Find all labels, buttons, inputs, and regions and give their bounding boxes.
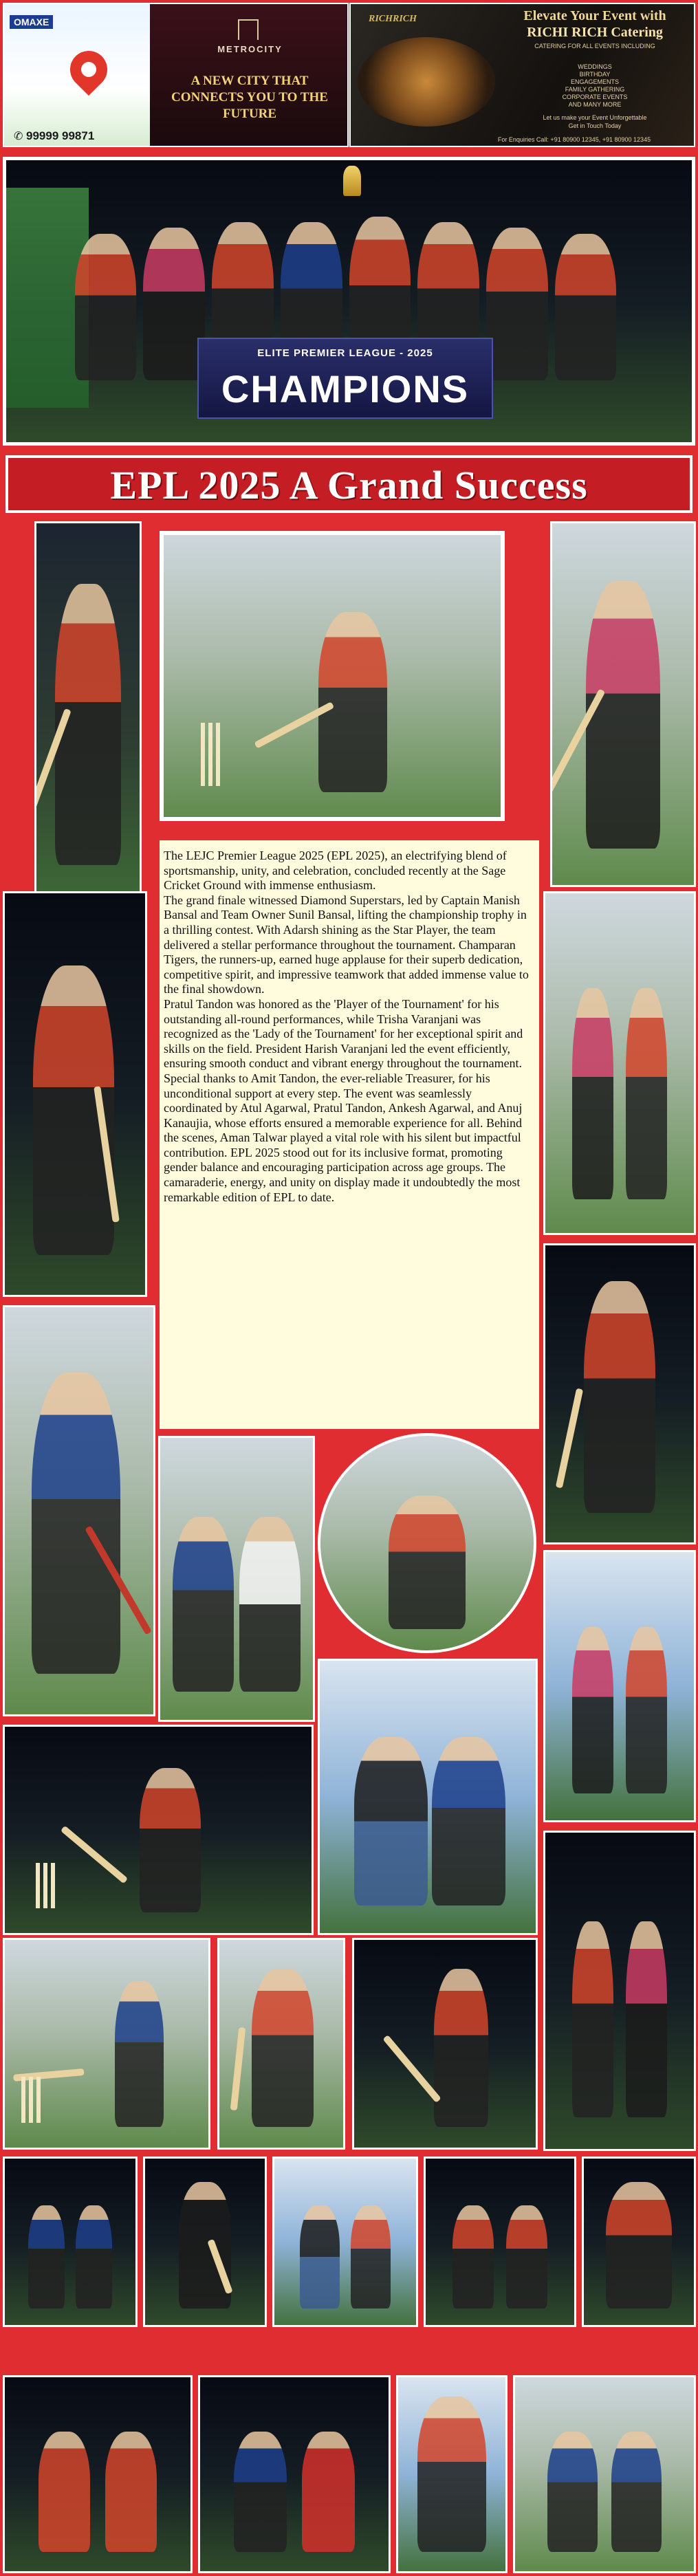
photo-batting-woman-featured — [150, 521, 514, 831]
photo-couple-8 — [3, 2375, 193, 2573]
article-body — [160, 840, 539, 1429]
page-title: EPL 2025 A Grand Success — [110, 463, 588, 507]
richrich-cta2: Get in Touch Today — [568, 122, 622, 129]
photo-player-man-2 — [217, 1938, 345, 2150]
photo-couple-10 — [513, 2375, 696, 2573]
champions-banner-small: ELITE PREMIER LEAGUE - 2025 — [257, 347, 433, 359]
phone-icon: ✆ — [14, 129, 23, 142]
omaxe-logo: OMAXE — [10, 15, 53, 29]
photo-player-woman-4 — [396, 2375, 508, 2573]
article-paragraph: The grand finale witnessed Diamond Superstars, led by Captain Manish Bansal and Team Owner Sunil Bansal, lifting the championship trophy in a thrilling contest. With Adarsh shining as the Star Player, the team delivered a stellar performance throughout the tournament. Champaran Tigers, the runners-up, earned huge applause for their superb dedication, competitive spirit, and impressive teamwork that added immense value to the final showdown. — [164, 893, 529, 996]
champions-team-photo — [3, 157, 695, 446]
article-paragraph: The LEJC Premier League 2025 (EPL 2025), an electrifying blend of sportsmanship, unity, and celebration, concluded recently at the Sage Cricket Ground with immense enthusiasm. — [164, 849, 507, 893]
omaxe-phone: 99999 99871 — [26, 129, 95, 142]
richrich-sub: CATERING FOR ALL EVENTS INCLUDING — [534, 43, 655, 50]
photo-batting-man-1 — [3, 1725, 314, 1935]
photo-player-man-4 — [143, 2157, 267, 2327]
richrich-cta: Let us make your Event Unforgettable — [543, 114, 647, 121]
photo-player-woman-2 — [550, 521, 696, 887]
richrich-enquiry: For Enquiries Call: +91 80900 12345, +91 80900 12345 — [497, 136, 651, 143]
trophy-icon — [343, 166, 361, 196]
champions-banner — [197, 338, 493, 419]
photo-couple-4 — [318, 1659, 538, 1935]
photo-player-woman-1 — [34, 521, 142, 905]
photo-circle-woman — [318, 1433, 536, 1653]
photo-couple-3 — [158, 1436, 315, 1722]
omaxe-ad[interactable] — [3, 3, 349, 147]
photo-couple-9 — [198, 2375, 391, 2573]
photo-jewel-titans-woman — [3, 1305, 155, 1716]
richrich-ad[interactable] — [349, 3, 695, 147]
richrich-name: RICHI RICH Catering — [527, 25, 663, 40]
photo-couple-6 — [272, 2157, 418, 2327]
photo-player-man-5 — [582, 2157, 696, 2327]
photo-couple-5 — [3, 2157, 138, 2327]
photo-couple-7 — [424, 2157, 576, 2327]
photo-couple-2 — [543, 1831, 696, 2151]
metrocity-logo-icon — [238, 19, 259, 40]
richrich-headline: Elevate Your Event with — [523, 8, 666, 23]
food-platter-image — [358, 37, 495, 127]
article-paragraph: Pratul Tandon was honored as the 'Player of the Tournament' for his outstanding all-round performances, while Trisha Varanjani was recognized as the 'Lady of the Tournament' for her exceptional spirit and skills on the field. President Harish Varanjani led the event efficiently, ensuring smooth conduct and vibrant energy throughout the tournament. Special thanks to Amit Tandon, the ever-reliable Treasurer, for his unconditional support at every step. The event was seamlessly coordinated by Atul Agarwal, Pratul Tandon, Ankesh Agarwal, and Anuj Kanaujia, whose efforts ensured a memorable experience for all. Behind the scenes, Aman Talwar played a vital role with his silent but impactful contribution. EPL 2025 stood out for its inclusive format, promoting gender balance and encouraging participation across age groups. The camaraderie, energy, and unity on display made it undoubtedly the most remarkable edition of EPL to date. — [164, 996, 523, 1204]
photo-player-man-3 — [352, 1938, 538, 2150]
photo-player-woman-3 — [3, 891, 147, 1297]
photo-player-man-1 — [543, 1243, 696, 1544]
photo-batting-man-2 — [3, 1938, 210, 2150]
photo-couple-award — [543, 1550, 696, 1822]
richrich-services: WEDDINGS BIRTHDAY ENGAGEMENTS FAMILY GATHERING CORPORATE EVENTS AND MANY MORE — [562, 63, 628, 108]
metrocity-brand: METROCITY — [217, 44, 283, 54]
metrocity-tagline: A NEW CITY THAT CONNECTS YOU TO THE FUTURE — [171, 74, 328, 121]
headline-banner — [6, 455, 692, 513]
champions-banner-big: CHAMPIONS — [221, 367, 470, 411]
photo-couple-1 — [543, 891, 696, 1235]
richrich-logo: RICHRICH — [369, 14, 417, 24]
